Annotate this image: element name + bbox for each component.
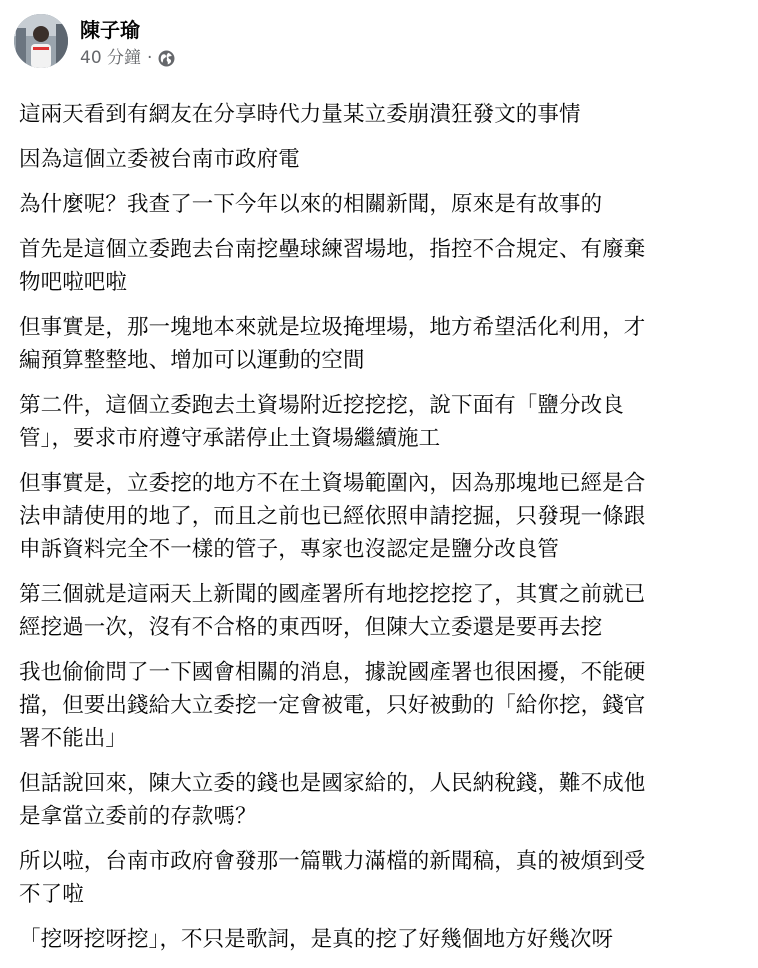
post-body [19,98,739,968]
post-paragraph [19,188,739,221]
post-text-line: 但事實是，立委挖的地方不在土資場範圍內，因為那塊地已經是合 [19,471,646,496]
post-text-line: 但事實是，那一塊地本來就是垃圾掩埋場，地方希望活化利用，才 [19,315,646,340]
author-avatar[interactable] [14,14,68,68]
separator-dot: · [147,48,153,68]
post-text-line: 所以啦，台南市政府會發那一篇戰力滿檔的新聞稿，真的被煩到受 [19,849,646,874]
post-text-line: 署不能出」 [19,726,128,751]
post-text-line: 為什麼呢？我查了一下今年以來的相關新聞，原來是有故事的 [19,192,603,217]
profile-photo [14,14,68,68]
post-text-line: 物吧啦吧啦 [19,270,128,295]
post-text-line: 我也偷偷問了一下國會相關的消息，據說國產署也很困擾，不能硬 [19,660,646,685]
post-text-line: 擋，但要出錢給大立委挖一定會被電，只好被動的「給你挖，錢官 [19,693,646,718]
post-paragraph [19,845,739,911]
post-text-line: 但話說回來，陳大立委的錢也是國家給的，人民納稅錢，難不成他 [19,771,646,796]
post-text-line: 經挖過一次，沒有不合格的東西呀，但陳大立委還是要再去挖 [19,615,603,640]
post-header [14,14,175,74]
author-name[interactable]: 陳子瑜 [80,18,140,42]
post-text-line: 第三個就是這兩天上新聞的國產署所有地挖挖挖了，其實之前就已 [19,582,646,607]
post-text-line: 首先是這個立委跑去台南挖壘球練習場地，指控不合規定、有廢棄 [19,237,646,262]
post-paragraph [19,656,739,755]
post-paragraph [19,578,739,644]
post-text-line: 第二件，這個立委跑去土資場附近挖挖挖，說下面有「鹽分改良 [19,393,624,418]
post-timestamp[interactable]: 40 分鐘 [80,48,142,68]
post-paragraph [19,143,739,176]
post-paragraph [19,311,739,377]
post-paragraph [19,233,739,299]
post-text-line: 「挖呀挖呀挖」，不只是歌詞，是真的挖了好幾個地方好幾次呀 [19,927,614,952]
globe-icon[interactable] [158,50,175,67]
post-paragraph [19,98,739,131]
post-paragraph [19,467,739,566]
post-text-line: 申訴資料完全不一樣的管子，專家也沒認定是鹽分改良管 [19,537,560,562]
post-text-line: 是拿當立委前的存款嗎？ [19,804,257,829]
post-text-line: 因為這個立委被台南市政府電 [19,147,300,172]
post-subline [80,47,175,69]
post-text-line: 編預算整整地、增加可以運動的空間 [19,348,365,373]
post-paragraph [19,923,739,956]
post-text-line: 法申請使用的地了，而且之前也已經依照申請挖掘，只發現一條跟 [19,504,646,529]
post-meta [80,14,175,69]
post-text-line: 管」，要求市府遵守承諾停止土資場繼續施工 [19,426,441,451]
post-text-line: 不了啦 [19,882,84,907]
post-text-line: 這兩天看到有網友在分享時代力量某立委崩潰狂發文的事情 [19,102,581,127]
post-paragraph [19,767,739,833]
post-paragraph [19,389,739,455]
